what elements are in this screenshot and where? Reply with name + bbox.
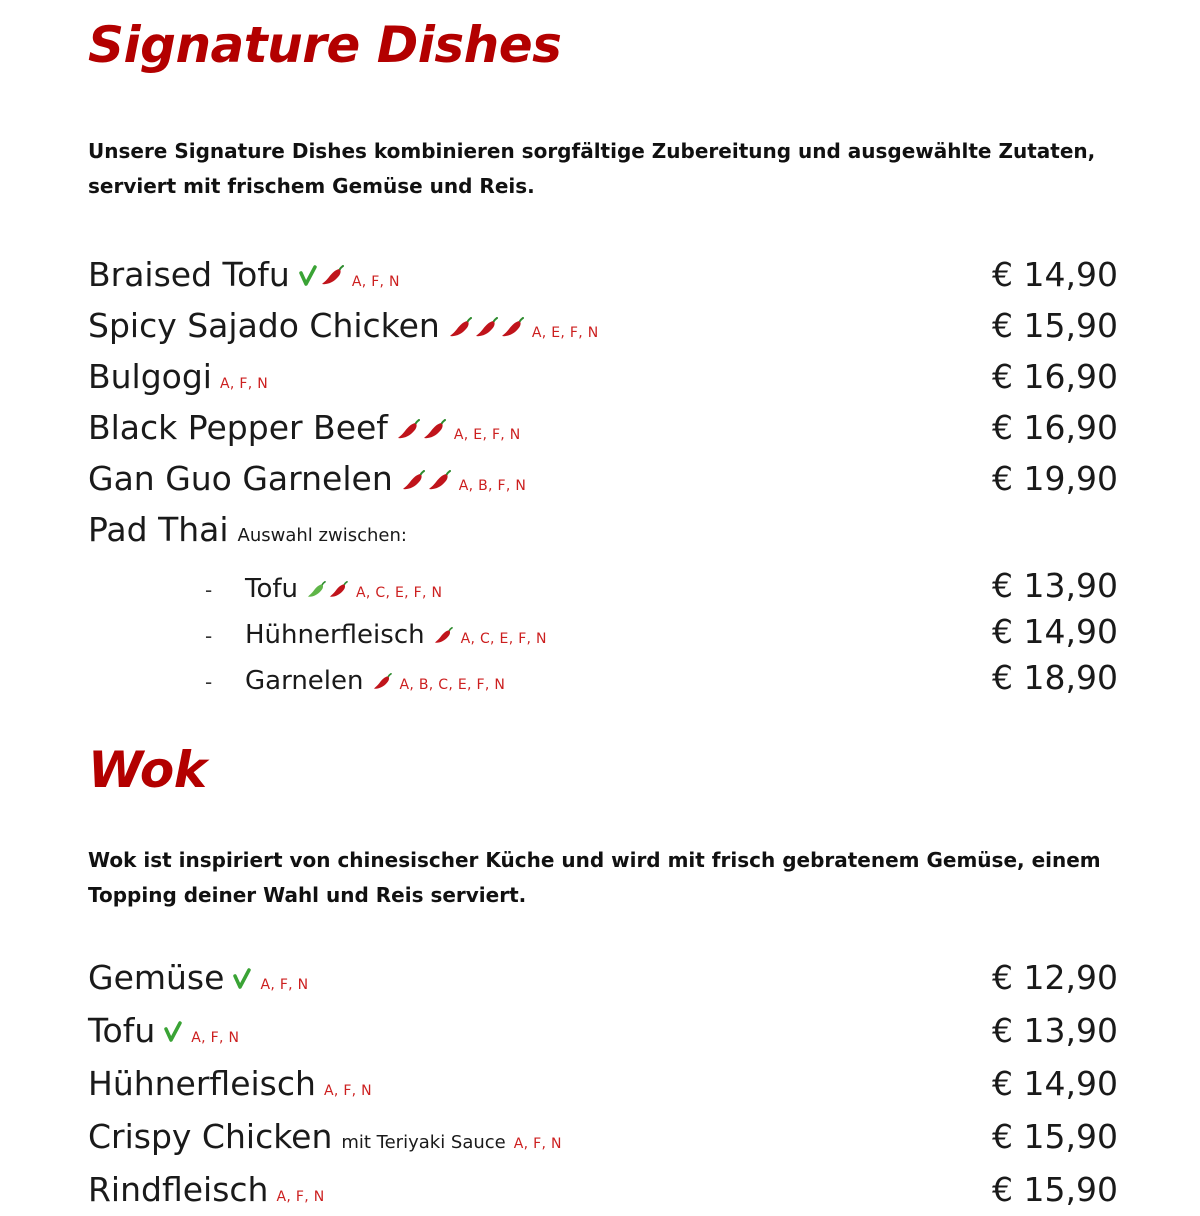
chili-icon (401, 470, 425, 492)
menu-item (88, 459, 1118, 505)
allergen-codes: A, E, F, N (453, 427, 521, 443)
wok-title: Wok (88, 741, 207, 799)
pad-thai-option (205, 658, 1118, 698)
signature-title: Signature Dishes (88, 16, 562, 74)
chili-icon (427, 470, 451, 492)
allergen-codes: A, F, N (351, 274, 400, 290)
allergen-codes: A, B, C, E, F, N (399, 677, 506, 693)
menu-item (88, 1170, 1118, 1216)
allergen-codes: A, C, E, F, N (356, 585, 443, 601)
menu-item (88, 958, 1118, 1004)
red-chili-icon (328, 581, 348, 599)
allergen-codes: A, F, N (260, 977, 309, 993)
dish-name: Pad Thai (88, 510, 229, 549)
menu-item (88, 1117, 1118, 1163)
list-dash: - (205, 624, 213, 648)
dish-price: € 15,90 (992, 1170, 1118, 1209)
list-dash: - (205, 578, 213, 602)
dish-name: Hühnerfleisch (88, 1064, 316, 1103)
red-chili-icon (372, 673, 392, 691)
vegan-check-icon (232, 967, 252, 991)
chili-icon (500, 317, 524, 339)
pad-thai-option (205, 566, 1118, 606)
chili-icon (396, 419, 420, 441)
menu-item (88, 1011, 1118, 1057)
option-name: Garnelen (245, 666, 364, 696)
dish-name: Gan Guo Garnelen (88, 459, 393, 498)
allergen-codes: A, F, N (276, 1189, 325, 1205)
allergen-codes: A, F, N (191, 1030, 240, 1046)
menu-item (88, 408, 1118, 454)
choice-note: Auswahl zwischen: (237, 525, 407, 546)
allergen-codes: A, F, N (513, 1136, 562, 1152)
dish-price: € 16,90 (992, 357, 1118, 396)
menu-item (88, 1064, 1118, 1110)
dish-name: Bulgogi (88, 357, 212, 396)
dish-price: € 14,90 (992, 1064, 1118, 1103)
allergen-codes: A, B, F, N (458, 478, 527, 494)
red-chili-icon (433, 627, 453, 645)
option-name: Hühnerfleisch (245, 620, 425, 650)
dish-price: € 14,90 (992, 255, 1118, 294)
chili-icon (474, 317, 498, 339)
menu-item (88, 357, 1118, 403)
menu-item (88, 255, 1118, 301)
allergen-codes: A, F, N (219, 376, 268, 392)
dish-name: Braised Tofu (88, 255, 290, 294)
dish-price: € 15,90 (992, 1117, 1118, 1156)
green-chili-icon (306, 581, 326, 599)
option-price: € 13,90 (992, 566, 1118, 605)
wok-intro: Wok ist inspiriert von chinesischer Küche und wird mit frisch gebratenem Gemüse, einem Topping deiner Wahl und Reis serviert. (88, 848, 1101, 907)
option-price: € 14,90 (992, 612, 1118, 651)
dish-name: Crispy Chicken (88, 1117, 333, 1156)
vegan-check-icon (298, 264, 318, 288)
allergen-codes: A, E, F, N (531, 325, 599, 341)
dish-price: € 16,90 (992, 408, 1118, 447)
dish-price: € 13,90 (992, 1011, 1118, 1050)
pad-thai-option (205, 612, 1118, 652)
chili-icon (422, 419, 446, 441)
dish-name: Gemüse (88, 958, 225, 997)
dish-name: Tofu (88, 1011, 156, 1050)
signature-intro: Unsere Signature Dishes kombinieren sorgfältige Zubereitung und ausgewählte Zutaten, serviert mit frischem Gemüse und Reis. (88, 139, 1096, 198)
allergen-codes: A, C, E, F, N (460, 631, 547, 647)
dish-price: € 19,90 (992, 459, 1118, 498)
allergen-codes: A, F, N (323, 1083, 372, 1099)
vegan-check-icon (163, 1020, 183, 1044)
chili-icon (448, 317, 472, 339)
dish-price: € 15,90 (992, 306, 1118, 345)
chili-icon (320, 265, 344, 287)
dish-name: Spicy Sajado Chicken (88, 306, 440, 345)
option-price: € 18,90 (992, 658, 1118, 697)
menu-item (88, 306, 1118, 352)
menu-item-pad-thai (88, 510, 1118, 556)
option-name: Tofu (245, 574, 299, 604)
dish-name: Black Pepper Beef (88, 408, 388, 447)
list-dash: - (205, 670, 213, 694)
sauce-note: mit Teriyaki Sauce (341, 1132, 506, 1153)
dish-name: Rindfleisch (88, 1170, 269, 1209)
dish-price: € 12,90 (992, 958, 1118, 997)
